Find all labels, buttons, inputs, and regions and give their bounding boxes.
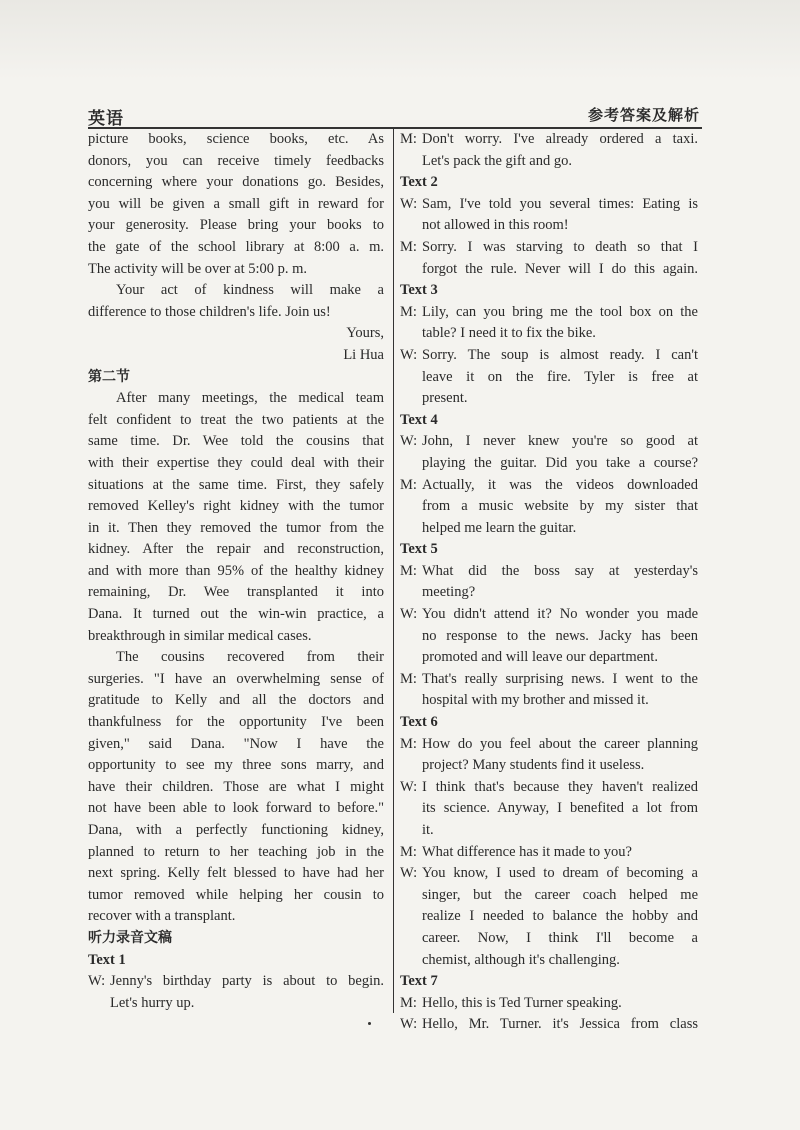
section-title: 参考答案及解析 (587, 108, 700, 124)
text-line: from a music website by my sister that (422, 498, 698, 515)
text-label: Text 2 (400, 174, 438, 191)
dialogue-line (400, 129, 698, 151)
text-line: planned to return to her teaching job in the (88, 843, 384, 860)
text-line: remaining, Dr. Wee transplanted it into (88, 584, 384, 601)
speaker-label: W: (400, 433, 418, 450)
right-column (400, 129, 698, 1036)
text-line: opportunity to see my three sons marry, and (88, 757, 384, 774)
text-line: Dana. It turned out the win-win practice, a (88, 606, 384, 623)
dialogue-text: Lily, can you bring me the tool box on the (422, 303, 698, 320)
dialogue-line (400, 1014, 698, 1036)
speaker-label: W: (400, 865, 418, 882)
text-line: picture books, science books, etc. As (88, 131, 384, 147)
dialogue-text: Sorry. The soup is almost ready. I can't (422, 346, 698, 363)
dialogue-line (400, 604, 698, 626)
speaker-label: W: (400, 778, 418, 795)
text-line: leave it on the fire. Tyler is free at (422, 368, 698, 385)
text-line: not allowed in this room! (422, 217, 569, 234)
dialogue-text: I think that's because they haven't realized (422, 778, 698, 795)
text-label: Text 4 (400, 411, 438, 428)
dialogue-text: That's really surprising news. I went to the (422, 670, 698, 687)
dialogue-line (400, 777, 698, 799)
dialogue-text: Hello, Mr. Turner. it's Jessica from class (422, 1016, 698, 1033)
dialogue-line (400, 669, 698, 691)
text-line: it. (422, 822, 434, 838)
text-line: concerning where your donations go. Besides, (88, 174, 384, 191)
speaker-label: M: (400, 303, 417, 320)
section-heading: 听力录音文稿 (88, 929, 172, 946)
dialogue-line (400, 302, 698, 324)
text-line: kidney. After the repair and reconstruction, (88, 541, 384, 558)
dialogue-text: What did the boss say at yesterday's (422, 562, 698, 579)
text-line: The cousins recovered from their (116, 649, 384, 666)
section-heading: 第二节 (88, 368, 130, 385)
scan-top-band (0, 0, 800, 80)
text-line: tumor removed while helping her cousin to (88, 886, 384, 903)
text-line: Your act of kindness will make a (116, 282, 384, 299)
text-line: its science. Anyway, I benefited a lot from (422, 800, 698, 817)
text-line: the gate of the school library at 8:00 a. m. (88, 238, 384, 255)
text-line: table? I need it to fix the bike. (422, 325, 596, 342)
text-line: meeting? (422, 584, 476, 601)
text-line: hospital with my brother and missed it. (422, 692, 649, 709)
speaker-label: W: (400, 346, 418, 363)
speaker-label: M: (400, 735, 417, 752)
text-line: with their expertise they could deal with their (88, 454, 384, 471)
dialogue-text: You know, I used to dream of becoming a (422, 865, 698, 882)
text-line: Let's pack the gift and go. (422, 152, 572, 169)
text-line: you will be given a small gift in reward for (88, 195, 384, 212)
text-line: same time. Dr. Wee told the cousins that (88, 433, 384, 450)
speaker-label: M: (400, 843, 417, 860)
text-line: no response to the news. Jacky has been (422, 627, 698, 644)
text-line: donors, you can receive timely feedbacks (88, 152, 384, 169)
speaker-label: W: (400, 1016, 418, 1033)
dialogue-text: Actually, it was the videos downloaded (422, 476, 698, 493)
speaker-label: M: (400, 238, 417, 255)
text-line: helped me learn the guitar. (422, 519, 577, 536)
dialogue-text: How do you feel about the career planning (422, 735, 698, 752)
text-line: removed Kelley's right kidney with the tumor (88, 498, 384, 515)
text-line: in it. Then they removed the tumor from the (88, 519, 384, 536)
dialogue-text: Hello, this is Ted Turner speaking. (422, 994, 622, 1011)
left-column (88, 129, 384, 1014)
text-line: not have been able to look forward to before." (88, 800, 384, 817)
text-line: Li Hua (343, 346, 384, 363)
speaker-label: M: (400, 994, 417, 1011)
dialogue-line (400, 345, 698, 367)
dialogue-text: Sorry. I was starving to death so that I (422, 238, 698, 255)
dialogue-line (400, 842, 698, 864)
dialogue-text: Sam, I've told you several times: Eating is (422, 195, 698, 212)
text-line: difference to those children's life. Join us! (88, 303, 331, 320)
text-line: next spring. Kelly felt blessed to have had her (88, 865, 384, 882)
speaker-label: W: (400, 606, 418, 623)
text-label: Text 5 (400, 541, 438, 558)
dialogue-line (400, 431, 698, 453)
text-line: thankfulness for the opportunity I've been (88, 714, 384, 731)
dialogue-line (400, 194, 698, 216)
text-line: Dana, with a perfectly functioning kidney, (88, 822, 384, 838)
text-line: felt confident to treat the two patients at the (88, 411, 384, 428)
text-label: Text 7 (400, 973, 438, 990)
text-line: Let's hurry up. (110, 994, 195, 1011)
speaker-label: W: (88, 973, 106, 990)
text-line: chemist, although it's challenging. (422, 951, 620, 968)
text-line: present. (422, 390, 468, 407)
dialogue-text: You didn't attend it? No wonder you made (422, 606, 698, 623)
page-header (88, 104, 700, 126)
text-line: project? Many students find it useless. (422, 757, 645, 774)
text-line: realize I needed to balance the hobby and (422, 908, 698, 925)
text-line: recover with a transplant. (88, 908, 236, 925)
dialogue-line (400, 475, 698, 497)
text-line: surgeries. "I have an overwhelming sense of (88, 670, 384, 687)
dialogue-text: What difference has it made to you? (422, 843, 632, 860)
text-line: playing the guitar. Did you take a course? (422, 454, 698, 471)
text-line: given," said Dana. "Now I have the (88, 735, 384, 752)
speaker-label: W: (400, 195, 418, 212)
text-label: Text 1 (88, 951, 126, 968)
dialogue-text: Jenny's birthday party is about to begin. (110, 973, 384, 990)
text-label: Text 3 (400, 282, 438, 299)
subject-label: 英语 (88, 109, 124, 128)
column-divider (393, 128, 394, 1013)
dialogue-line (400, 993, 698, 1015)
page-dot (368, 1022, 371, 1025)
text-line: forgot the rule. Never will I do this again. (422, 260, 698, 277)
text-label: Text 6 (400, 714, 438, 731)
text-line: your generosity. Please bring your books to (88, 217, 384, 234)
speaker-label: M: (400, 131, 417, 147)
text-line: have their children. Those are what I might (88, 778, 384, 795)
text-line: singer, but the career coach helped me (422, 886, 698, 903)
text-line: The activity will be over at 5:00 p. m. (88, 260, 308, 277)
text-line: promoted and will leave our department. (422, 649, 658, 666)
speaker-label: M: (400, 562, 417, 579)
text-line: Yours, (346, 325, 384, 342)
dialogue-text: Don't worry. I've already ordered a taxi. (422, 131, 698, 147)
speaker-label: M: (400, 476, 417, 493)
text-line: situations at the same time. First, they safely (88, 476, 384, 493)
text-line: gratitude to Kelly and all the doctors and (88, 692, 384, 709)
text-line: and with more than 95% of the healthy kidney (88, 562, 384, 579)
text-line: After many meetings, the medical team (116, 390, 384, 407)
dialogue-text: John, I never knew you're so good at (422, 433, 698, 450)
text-line: breakthrough in similar medical cases. (88, 627, 312, 644)
dialogue-line (400, 863, 698, 885)
dialogue-line (88, 971, 384, 993)
dialogue-line (400, 734, 698, 756)
dialogue-line (400, 561, 698, 583)
speaker-label: M: (400, 670, 417, 687)
dialogue-line (400, 237, 698, 259)
text-line: career. Now, I think I'll become a (422, 929, 698, 946)
